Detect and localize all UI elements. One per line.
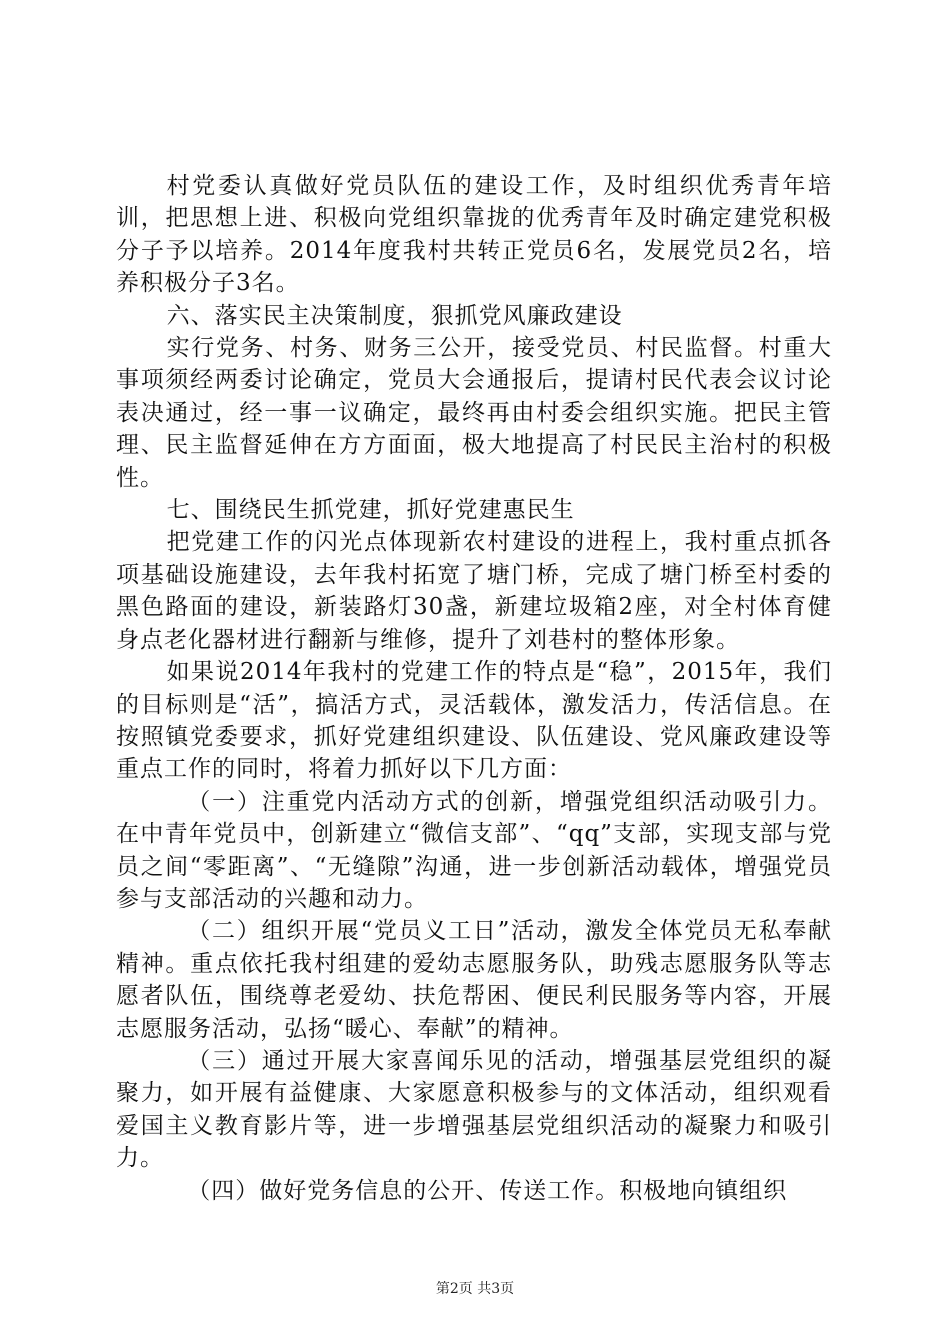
section-heading-seven: 七、围绕民生抓党建，抓好党建惠民生	[166, 497, 575, 524]
document-body	[116, 170, 832, 1207]
paragraph-three-disclosures: 实行党务、村务、财务三公开，接受党员、村民监督。村重大事项须经两委讨论确定，党员大会通报后，提请村民代表会议讨论表决通过，经一事一议确定，最终再由村委会组织实施。把民主管理、民主监督延伸在方方面面，极大地提高了村民民主治村的积极性。	[116, 335, 832, 491]
list-item-two: （二）组织开展“党员义工日”活动，激发全体党员无私奉献精神。重点依托我村组建的爱幼志愿服务队，助残志愿服务队等志愿者队伍，围绕尊老爱幼、扶危帮困、便民利民服务等内容，开展志愿服务活动，弘扬“暖心、奉献”的精神。	[116, 918, 832, 1042]
list-item-one: （一）注重党内活动方式的创新，增强党组织活动吸引力。在中青年党员中，创新建立“微信支部”、“qq”支部，实现支部与党员之间“零距离”、“无缝隙”沟通，进一步创新活动载体，增强党员参与支部活动的兴趣和动力。	[116, 788, 832, 912]
list-item-three: （三）通过开展大家喜闻乐见的活动，增强基层党组织的凝聚力，如开展有益健康、大家愿意积极参与的文体活动，组织观看爱国主义教育影片等，进一步增强基层党组织活动的凝聚力和吸引力。	[116, 1047, 832, 1172]
paragraph-2015-goals: 如果说2014年我村的党建工作的特点是“稳”，2015年，我们的目标则是“活”，搞活方式，灵活载体，激发活力，传活信息。在按照镇党委要求，抓好党建组织建设、队伍建设、党风廉政建设等重点工作的同时，将着力抓好以下几方面：	[116, 659, 832, 783]
page-footer: 第2页 共3页	[435, 1281, 515, 1297]
paragraph-party-member-team: 村党委认真做好党员队伍的建设工作，及时组织优秀青年培训，把思想上进、积极向党组织靠拢的优秀青年及时确定建党积极分子予以培养。2014年度我村共转正党员6名，发展党员2名，培养积极分子3名。	[116, 173, 832, 297]
list-item-four: （四）做好党务信息的公开、传送工作。积极地向镇组织	[187, 1177, 788, 1204]
paragraph-infrastructure: 把党建工作的闪光点体现新农村建设的进程上，我村重点抓各项基础设施建设，去年我村拓宽了塘门桥，完成了塘门桥至村委的黑色路面的建设，新装路灯30盏，新建垃圾箱2座，对全村体育健身点老化器材进行翻新与维修，提升了刘巷村的整体形象。	[116, 529, 832, 653]
section-heading-six: 六、落实民主决策制度，狠抓党风廉政建设	[166, 302, 623, 329]
